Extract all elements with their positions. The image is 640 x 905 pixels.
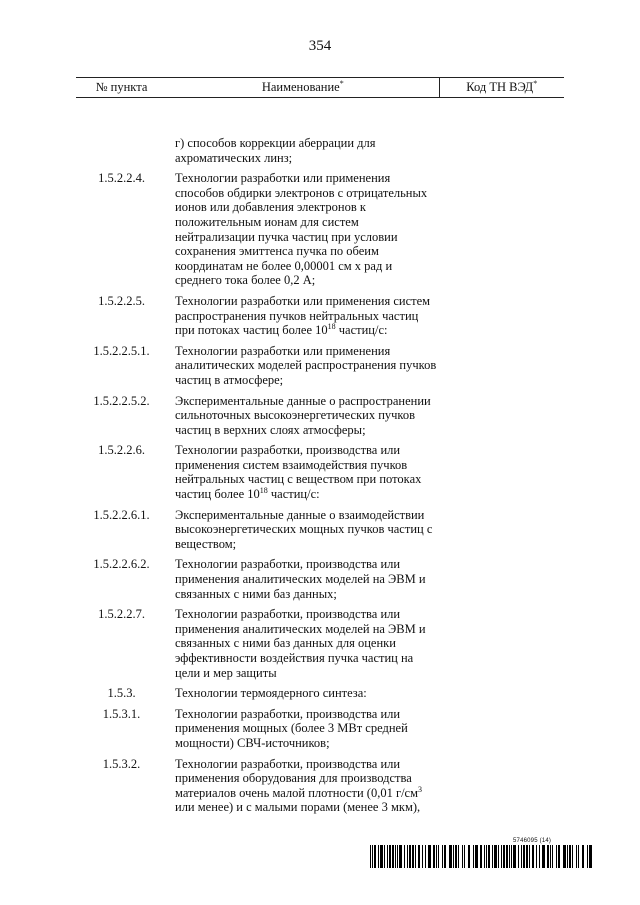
item-number: 1.5.3.2. (102, 756, 141, 771)
table-row (76, 707, 564, 757)
item-code (439, 394, 564, 444)
document-serial: 5746095 (14) (513, 838, 552, 844)
item-number: 1.5.2.2.4. (98, 171, 145, 186)
item-code (439, 171, 564, 294)
barcode (370, 845, 594, 868)
header-customs-code: Код ТН ВЭД* (439, 78, 564, 98)
item-number: 1.5.2.2.7. (98, 607, 145, 622)
item-number: 1.5.2.2.5.2. (93, 393, 150, 408)
item-name: Экспериментальные данные о взаимодействии высокоэнергетических мощных пучков частиц с веществом; (175, 507, 433, 551)
item-number: 1.5.2.2.6.1. (93, 507, 150, 522)
item-name: Технологии разработки или применения систем распространения пучков нейтральных частиц при потоках частиц более $10^{18}$ частиц/с: (175, 293, 431, 338)
item-name: Технологии разработки, производства или применения оборудования для производства материалов очень малой плотности (0,01 $г/см^3$ или менее) и с малыми порами (менее 3 мкм), (175, 756, 423, 815)
item-name: Экспериментальные данные о распространении сильноточных высокоэнергетических пучков частиц в верхних слоях атмосферы; (175, 393, 431, 437)
item-code (439, 607, 564, 686)
item-name: г) способов коррекции аберрации для ахроматических линз; (175, 136, 376, 165)
item-name: Технологии разработки, производства или применения систем взаимодействия пучков нейтральных частиц с веществом при потоках частиц более $10^{18}$ частиц/с: (175, 443, 422, 502)
item-number: 1.5.3.1. (102, 706, 141, 721)
item-code (439, 294, 564, 344)
items-table (76, 77, 564, 821)
item-name: Технологии разработки, производства или применения аналитических моделей на ЭВМ и связанных с ними баз данных для оценки эффективности воздействия пучка частиц на цели и мер защиты (175, 607, 426, 680)
table-row (76, 757, 564, 821)
exponent: 18 (259, 486, 268, 496)
item-name: Технологии термоядерного синтеза: (175, 686, 367, 701)
item-name: Технологии разработки, производства или применения аналитических моделей на ЭВМ и связанных с ними баз данных; (175, 557, 426, 601)
item-code (439, 707, 564, 757)
exponent: 18 (327, 322, 336, 332)
table-row (76, 607, 564, 686)
table-row (76, 686, 564, 707)
item-name: Технологии разработки или применения способов обдирки электронов с отрицательных ионов или добавления электронов к положительным ионам для систем нейтрализации пучка частиц при условии сохранения эмиттенса пучка по обеим координатам не более 0,00001 см х рад и среднего тока более 0,2 А; (175, 171, 428, 288)
header-item-number: № пункта (76, 78, 167, 98)
item-code (439, 344, 564, 394)
header-name-footnote-mark: * (339, 79, 344, 89)
item-number (76, 98, 167, 172)
exponent: 3 (418, 784, 423, 794)
item-code (439, 443, 564, 507)
table-row (76, 557, 564, 607)
item-number: 1.5.3. (107, 686, 136, 701)
item-code (439, 686, 564, 707)
item-code (439, 98, 564, 172)
item-name: Технологии разработки или применения аналитических моделей распространения пучков частиц в атмосфере; (175, 343, 437, 387)
page-number: 354 (308, 38, 332, 54)
header-name: Наименование* (167, 78, 439, 98)
item-number: 1.5.2.2.5.1. (93, 343, 150, 358)
item-number: 1.5.2.2.6. (98, 443, 145, 458)
item-code (439, 757, 564, 821)
table-row (76, 344, 564, 394)
table-row (76, 294, 564, 344)
table-row (76, 171, 564, 294)
table-row (76, 443, 564, 507)
item-number: 1.5.2.2.6.2. (93, 557, 150, 572)
table-header-row (76, 78, 564, 98)
table-row (76, 394, 564, 444)
table-row (76, 98, 564, 172)
item-code (439, 508, 564, 558)
item-name: Технологии разработки, производства или применения мощных (более 3 МВт средней мощности) СВЧ-источников; (175, 706, 408, 750)
table-row (76, 508, 564, 558)
header-code-footnote-mark: * (533, 79, 538, 89)
item-number: 1.5.2.2.5. (98, 293, 145, 308)
item-code (439, 557, 564, 607)
